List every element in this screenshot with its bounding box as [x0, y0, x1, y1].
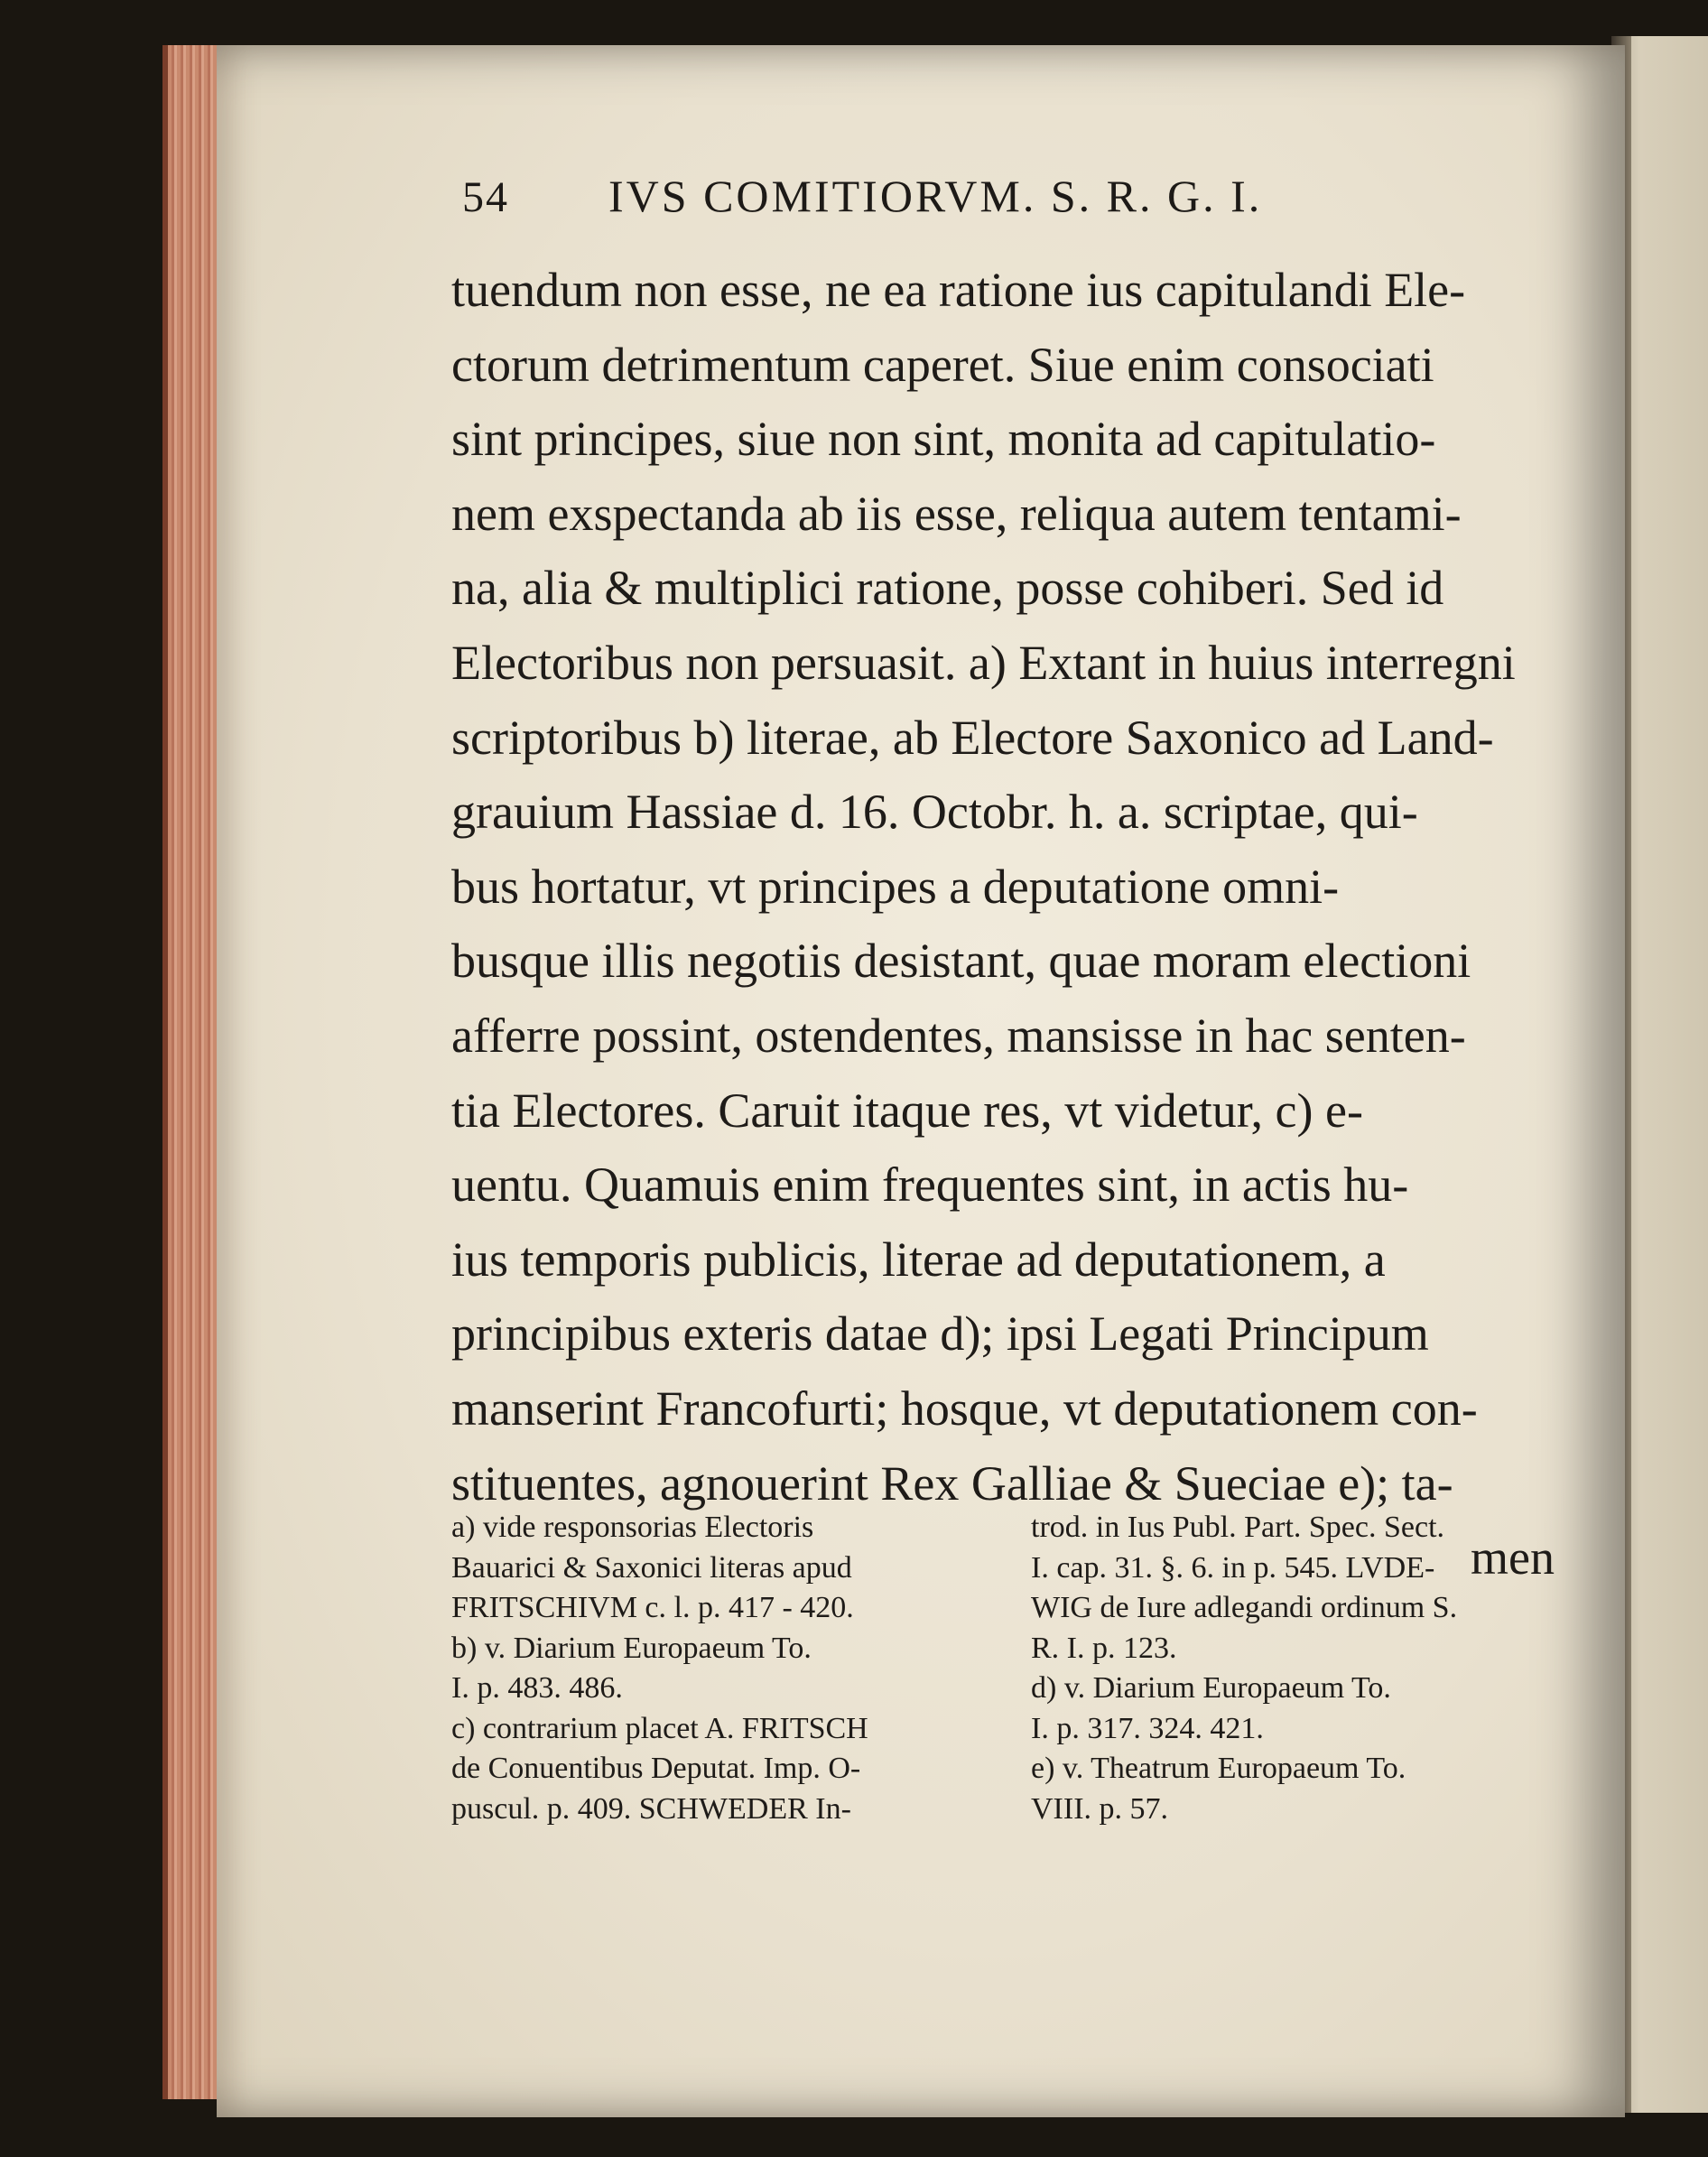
page-number: 54	[462, 173, 509, 221]
footnote-line: d) v. Diarium Europaeum To.	[1031, 1671, 1391, 1705]
footnotes-right-column	[1031, 1508, 1555, 1829]
text-line: bus hortatur, vt principes a deputatione omni-	[451, 859, 1340, 914]
footnote-line: FRITSCHIVM c. l. p. 417 - 420.	[451, 1591, 854, 1624]
footnote-line: I. cap. 31. §. 6. in p. 545. LVDE-	[1031, 1550, 1435, 1585]
text-line: na, alia & multiplici ratione, posse cohiberi. Sed id	[451, 561, 1444, 616]
text-line: scriptoribus b) literae, ab Electore Saxonico ad Land-	[451, 710, 1494, 765]
footnote-line: e) v. Theatrum Europaeum To.	[1031, 1752, 1406, 1785]
footnote-line: de Conuentibus Deputat. Imp. O-	[451, 1752, 861, 1785]
footnote-line: b) v. Diarium Europaeum To.	[451, 1631, 812, 1665]
text-line: nem exspectanda ab iis esse, reliqua autem tentami-	[451, 486, 1462, 541]
text-line: ius temporis publicis, literae ad deputationem, a	[451, 1232, 1386, 1287]
text-line: afferre possint, ostendentes, mansisse in hac senten-	[451, 1008, 1466, 1063]
footnote-line: a) vide responsorias Electoris	[451, 1511, 814, 1544]
facing-page-edge	[1611, 36, 1708, 2113]
text-line: manserint Francofurti; hosque, vt deputationem con-	[451, 1381, 1478, 1436]
text-line: grauium Hassiae d. 16. Octobr. h. a. scriptae, qui-	[451, 785, 1418, 840]
text-line: ctorum detrimentum caperet. Siue enim consociati	[451, 337, 1434, 392]
footnote-line: VIII. p. 57.	[1031, 1791, 1169, 1826]
text-line: Electoribus non persuasit. a) Extant in huius interregni	[451, 635, 1516, 690]
text-line: sint principes, siue non sint, monita ad capitulatio-	[451, 412, 1436, 467]
text-line: stituentes, agnouerint Rex Galliae & Sueciae e); ta-	[451, 1455, 1453, 1511]
footnote-line: trod. in Ius Publ. Part. Spec. Sect.	[1031, 1511, 1445, 1544]
text-line: busque illis negotiis desistant, quae moram electioni	[451, 934, 1471, 989]
footnote-line: I. p. 317. 324. 421.	[1031, 1711, 1264, 1745]
page-header	[462, 170, 1365, 233]
text-line: tuendum non esse, ne ea ratione ius capitulandi Ele-	[451, 263, 1466, 317]
main-text	[451, 253, 1555, 1595]
footnote-line: R. I. p. 123.	[1031, 1631, 1177, 1665]
text-line: tia Electores. Caruit itaque res, vt videtur, c) e-	[451, 1083, 1363, 1138]
running-title: IVS COMITIORVM. S. R. G. I.	[608, 171, 1263, 221]
footnote-line: I. p. 483. 486.	[451, 1671, 623, 1705]
footnote-line: puscul. p. 409. SCHWEDER In-	[451, 1791, 851, 1826]
footnotes-left-column	[451, 1508, 975, 1829]
text-line: principibus exteris datae d); ipsi Legati Principum	[451, 1306, 1429, 1362]
catchword: men	[1471, 1530, 1555, 1585]
footnote-line: Bauarici & Saxonici literas apud	[451, 1550, 852, 1585]
footnote-line: WIG de Iure adlegandi ordinum S.	[1031, 1591, 1458, 1624]
text-line: uentu. Quamuis enim frequentes sint, in actis hu-	[451, 1158, 1409, 1213]
footnote-line: c) contrarium placet A. FRITSCH	[451, 1711, 868, 1745]
footnotes	[451, 1508, 1555, 1829]
